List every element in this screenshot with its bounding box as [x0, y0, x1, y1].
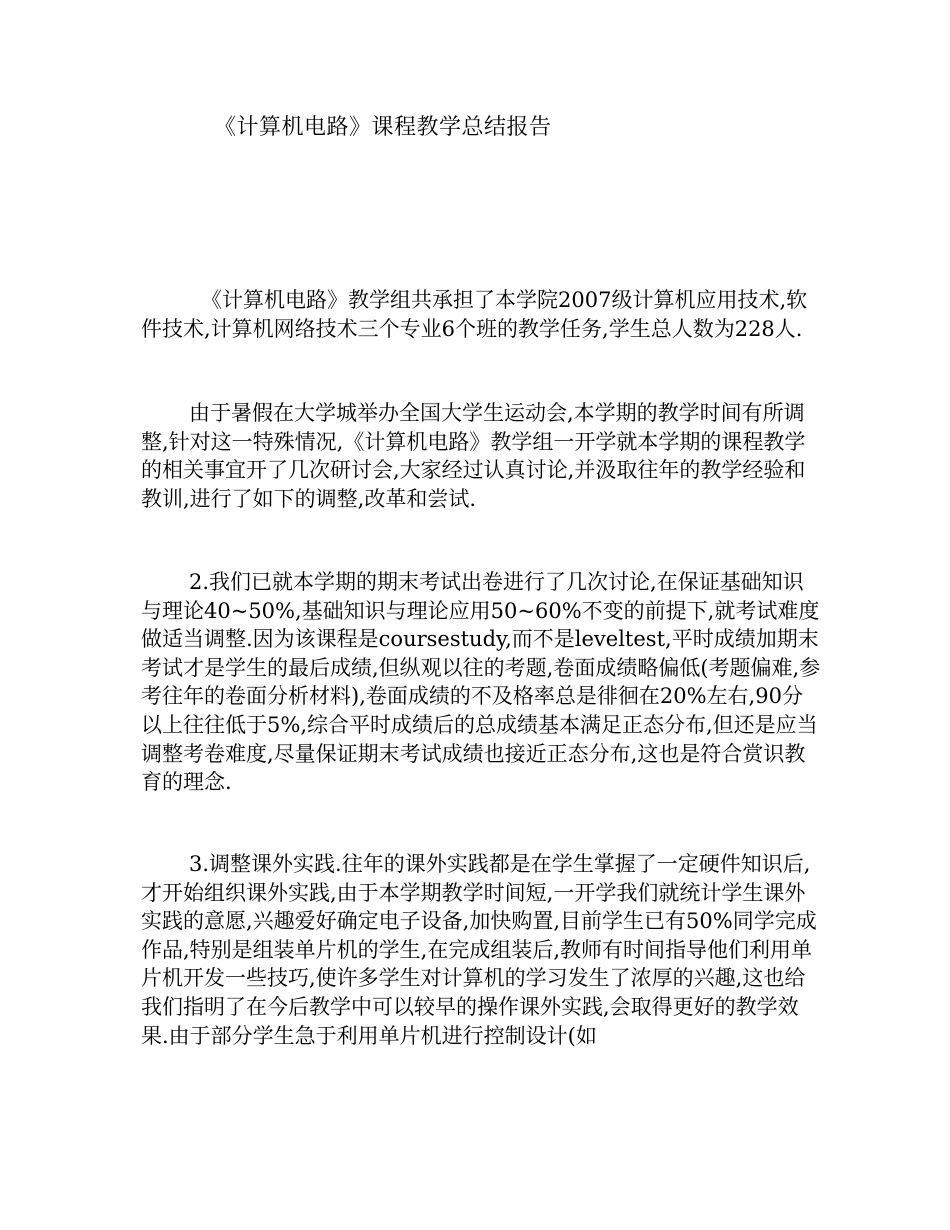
paragraph-practice-adjustment: 3.调整课外实践.往年的课外实践都是在学生掌握了一定硬件知识后,才开始组织课外实践,由于本学期教学时间短,一开学我们就统计学生课外实践的意愿,兴趣爱好确定电子设备,加快购置,目前学生已有50%同学完成作品,特别是组装单片机的学生,在完成组装后,教师有时间指导他们利用单片机开发一些技巧,使许多学生对计算机的学习发生了浓厚的兴趣,这也给我们指明了在今后教学中可以较早的操作课外实践,会取得更好的教学效果.由于部分学生急于利用单片机进行控制设计(如: [141, 852, 817, 1048]
paragraph-background: 由于暑假在大学城举办全国大学生运动会,本学期的教学时间有所调整,针对这一特殊情况,《计算机电路》教学组一开学就本学期的课程教学的相关事宜开了几次研讨会,大家经过认真讨论,并汲取往年的教学经验和教训,进行了如下的调整,改革和尝试.: [141, 401, 806, 511]
paragraph-exam-adjustment: 2.我们已就本学期的期末考试出卷进行了几次讨论,在保证基础知识与理论40~50%,基础知识与理论应用50~60%不变的前提下,就考试难度做适当调整.因为该课程是coursestudy,而不是leveltest,平时成绩加期末考试才是学生的最后成绩,但纵观以往的考题,卷面成绩略偏低(考题偏难,参考往年的卷面分析材料),卷面成绩的不及格率总是徘徊在20%左右,90分以上往往低于5%,综合平时成绩后的总成绩基本满足正态分布,但还是应当调整考卷难度,尽量保证期末考试成绩也接近正态分布,这也是符合赏识教育的理念.: [141, 570, 821, 795]
paragraph-intro: 《计算机电路》教学组共承担了本学院2007级计算机应用技术,软件技术,计算机网络技术三个专业6个班的教学任务,学生总人数为228人.: [141, 288, 808, 341]
document-title: 《计算机电路》课程教学总结报告: [214, 115, 552, 140]
